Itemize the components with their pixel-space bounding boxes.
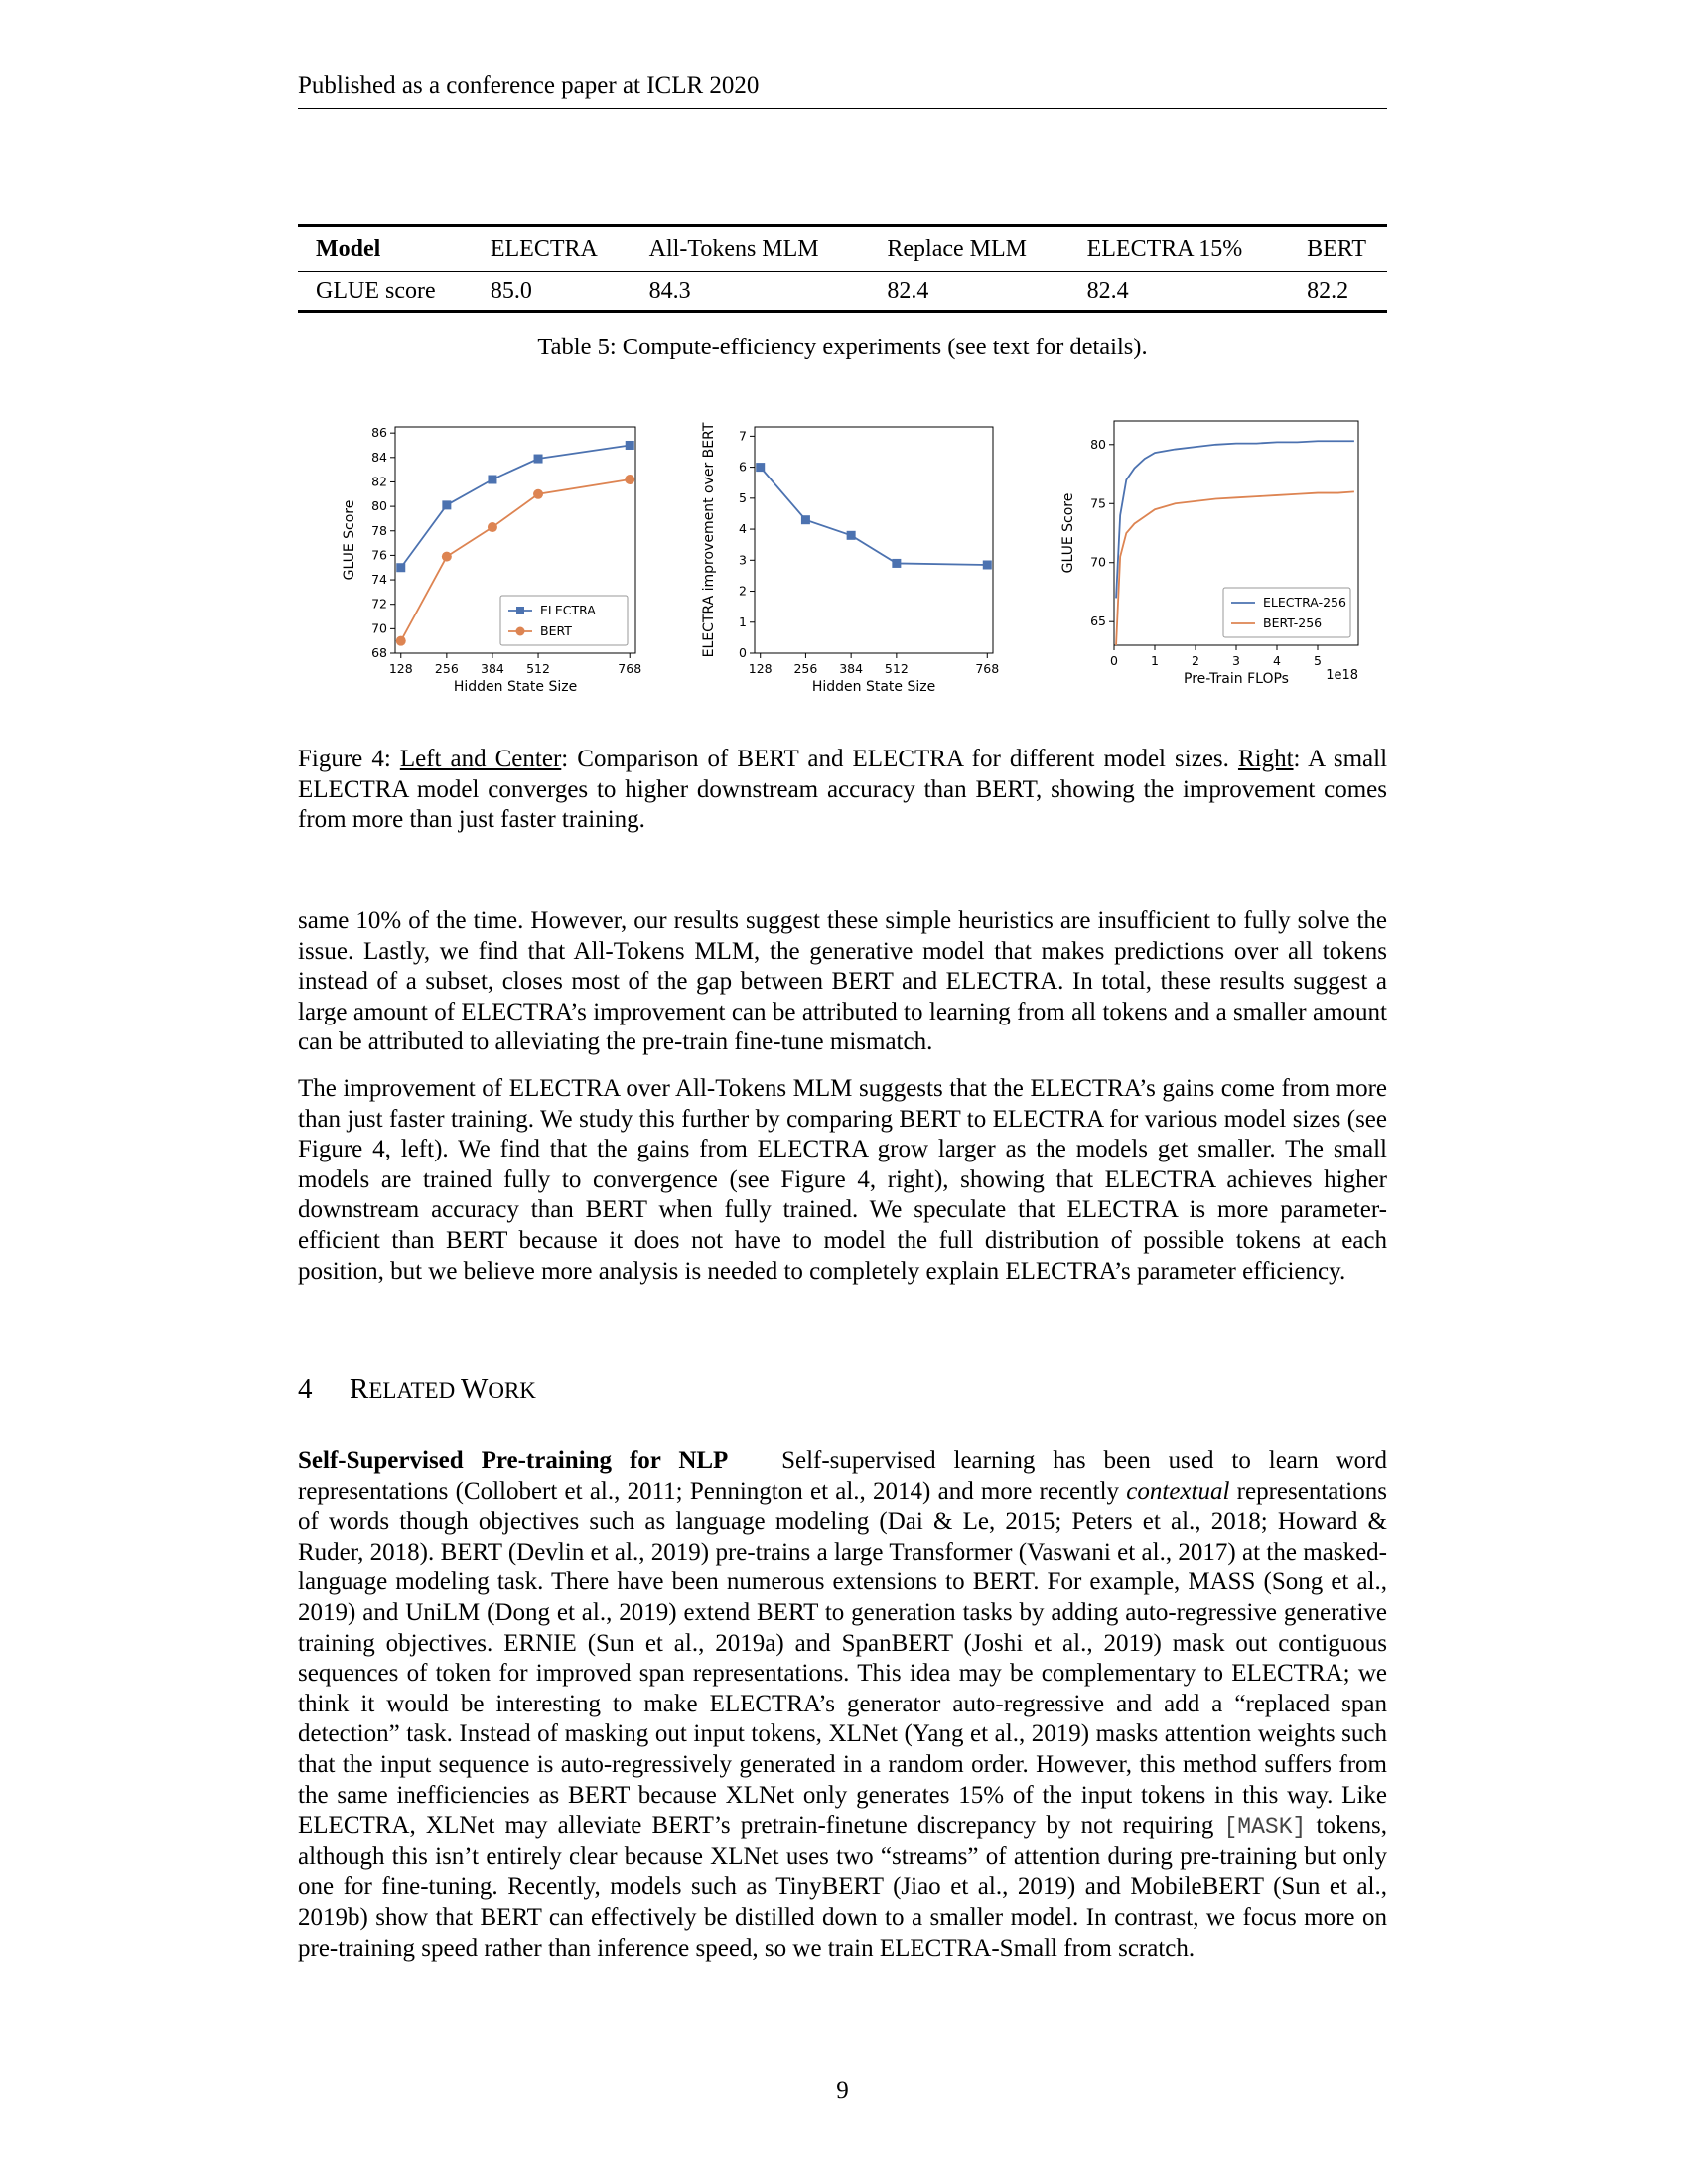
table-col-header: Replace MLM [887, 235, 1028, 262]
body-paragraph: same 10% of the time. However, our results suggest these simple heuristics are insufficient to fully solve the issue. Lastly, we find that All-Tokens MLM, the generative model that makes predictions over all tokens instead of a subset, closes most of the gap between BERT and ELECTRA. In total, these results suggest a large amount of ELECTRA’s improvement can be attributed to learning from all tokens and a smaller amount can be attributed to alleviating the pre-train fine-tune mismatch. [298, 907, 1387, 1056]
y-tick-label: 4 [739, 521, 747, 537]
chart-left [328, 397, 645, 720]
table-col-header: All-Tokens MLM [648, 235, 819, 262]
legend-marker [516, 607, 524, 614]
inline-code: [MASK] [1223, 1814, 1307, 1841]
y-tick-label: 84 [371, 449, 387, 465]
data-point [983, 560, 992, 569]
data-point [626, 441, 634, 450]
y-tick-label: 78 [371, 522, 387, 538]
caption-right: Right [1237, 746, 1294, 772]
chart-center [695, 397, 1013, 720]
legend-label: ELECTRA [540, 603, 596, 617]
y-tick-label: 0 [739, 645, 747, 660]
y-tick-label: 65 [1090, 614, 1106, 629]
x-tick-label: 0 [1110, 653, 1118, 668]
x-tick-label: 768 [618, 661, 642, 676]
x-axis-multiplier: 1e18 [1326, 668, 1358, 683]
results-table [298, 224, 1387, 313]
table-col-header: ELECTRA 15% [1086, 235, 1243, 262]
data-point [488, 475, 496, 483]
section-title-rest: ORK [488, 1378, 536, 1403]
improvement-vs-size-chart [695, 397, 1013, 715]
related-work-paragraph [298, 1446, 1387, 1964]
section-number: 4 [298, 1373, 313, 1405]
table-cell: 82.4 [1086, 277, 1129, 304]
paragraph-text: Self-supervised learning has been used to learn word representations (Collobert et al., 2011; Pennington et al., 2014) and more recently [298, 1447, 1388, 1505]
y-tick-label: 76 [371, 547, 387, 563]
x-axis-label: Pre-Train FLOPs [1184, 671, 1289, 687]
data-point [892, 559, 901, 568]
glue-vs-size-chart [328, 397, 645, 715]
y-tick-label: 80 [1090, 436, 1106, 452]
y-tick-label: 70 [371, 620, 387, 636]
x-tick-label: 384 [839, 661, 864, 676]
legend-label: BERT-256 [1263, 615, 1323, 630]
y-tick-label: 70 [1090, 554, 1106, 570]
glue-vs-flops-chart [1043, 397, 1370, 715]
caption-part2: : A small ELECTRA model converges to higher downstream accuracy than BERT, showing the improvement comes from more than just faster training. [298, 746, 1388, 833]
table-caption: Table 5: Compute-efficiency experiments (see text for details). [537, 334, 1148, 360]
caption-part1: : Comparison of BERT and ELECTRA for different model sizes. [561, 746, 1229, 772]
page-number: 9 [836, 2077, 849, 2104]
series-line [401, 445, 630, 567]
legend-marker [516, 627, 525, 636]
y-tick-label: 3 [739, 552, 747, 568]
y-tick-label: 6 [739, 459, 747, 475]
table-cell: 82.2 [1307, 277, 1349, 304]
data-point [442, 500, 451, 509]
table-header-row [298, 226, 1387, 272]
data-point [534, 455, 543, 464]
x-tick-label: 128 [748, 661, 773, 676]
table-row-label: GLUE score [316, 277, 436, 304]
y-tick-label: 68 [371, 645, 387, 660]
paragraph-text: tokens, although this isn’t entirely clear because XLNet uses two “streams” of attention during pre-training but only one for fine-tuning. Recently, models such as TinyBERT (Jiao et al., 2019) and MobileBERT (Sun et al., 2019b) show that BERT can effectively be distilled down to a smaller model. In contrast, we focus more on pre-training speed rather than inference speed, so we train ELECTRA-Small from scratch. [298, 1812, 1387, 1962]
data-point [625, 475, 634, 484]
figure-caption [298, 745, 1387, 836]
paragraph-text: representations of words though objectives such as language modeling (Dai & Le, 2015; Peters et al., 2018; Howard & Ruder, 2018). BERT (Devlin et al., 2019) pre-trains a large Transformer (Vaswani et al., 2017) at the masked-language modeling task. There have been numerous extensions to BERT. For example, MASS (Song et al., 2019) and UniLM (Dong et al., 2019) extend BERT to generation tasks by adding auto-regressive generative training objectives. ERNIE (Sun et al., 2019a) and SpanBERT (Joshi et al., 2019) mask out contiguous sequences of token for improved span representations. This idea may be complementary to ELECTRA; we think it would be interesting to make ELECTRA’s generator auto-regressive and add a “replaced span detection” task. Instead of masking out input tokens, XLNet (Yang et al., 2019) masks attention weights such that the input sequence is auto-regressively generated in a random order. However, this method suffers from the same inefficiencies as BERT because XLNet only generates 15% of the input tokens in this way. Like ELECTRA, XLNet may alleviate BERT’s pretrain-finetune discrepancy by not requiring [298, 1477, 1387, 1840]
table-cell: 82.4 [887, 277, 929, 304]
y-tick-label: 1 [739, 614, 747, 629]
x-axis-label: Hidden State Size [811, 679, 936, 695]
legend-label: ELECTRA-256 [1263, 595, 1346, 610]
x-tick-label: 512 [526, 661, 550, 676]
section-title-rest: ELATED [368, 1378, 461, 1403]
section-title-initial: R [350, 1373, 369, 1405]
section-title-initial: W [460, 1373, 489, 1405]
caption-left-center: Left and Center [399, 746, 562, 772]
table-col-header: ELECTRA [490, 235, 598, 262]
x-tick-label: 384 [481, 661, 504, 676]
y-axis-label: GLUE Score [342, 499, 357, 581]
y-tick-label: 72 [371, 596, 387, 612]
x-tick-label: 128 [388, 661, 413, 676]
y-tick-label: 7 [739, 428, 747, 444]
section-heading [298, 1373, 536, 1406]
figure-label: Figure 4: [298, 746, 391, 772]
y-tick-label: 2 [739, 583, 747, 599]
chart-right [1043, 397, 1370, 720]
data-point [801, 515, 810, 524]
data-point [442, 552, 452, 562]
y-tick-label: 82 [371, 474, 387, 489]
series-line [761, 468, 988, 565]
table-cell: 85.0 [490, 277, 532, 304]
paragraph-heading: Self-Supervised Pre-training for NLP [298, 1447, 729, 1474]
x-axis-label: Hidden State Size [453, 679, 578, 695]
table-cell: 84.3 [648, 277, 691, 304]
y-axis-label: ELECTRA improvement over BERT [701, 422, 717, 658]
table-col-header: BERT [1307, 235, 1367, 262]
x-tick-label: 256 [434, 661, 459, 676]
y-tick-label: 86 [371, 425, 387, 441]
x-tick-label: 3 [1232, 653, 1240, 668]
paragraph-emphasis: contextual [1126, 1477, 1230, 1505]
series-line [1116, 441, 1354, 598]
data-point [847, 531, 856, 540]
x-tick-label: 512 [884, 661, 909, 676]
table-row-header: Model [316, 235, 381, 262]
plot-frame [755, 427, 993, 653]
running-header: Published as a conference paper at ICLR 2020 [298, 72, 1387, 109]
y-tick-label: 80 [371, 498, 387, 514]
data-point [396, 563, 405, 572]
x-tick-label: 5 [1314, 653, 1322, 668]
y-axis-label: GLUE Score [1060, 492, 1076, 574]
data-point [488, 522, 497, 532]
data-point [756, 463, 765, 472]
table-row [298, 272, 1387, 312]
data-point [396, 636, 406, 646]
y-tick-label: 75 [1090, 495, 1106, 511]
x-tick-label: 2 [1192, 653, 1199, 668]
y-tick-label: 74 [371, 572, 387, 588]
x-tick-label: 4 [1273, 653, 1281, 668]
x-tick-label: 1 [1151, 653, 1159, 668]
x-tick-label: 768 [975, 661, 1000, 676]
y-tick-label: 5 [739, 489, 747, 505]
legend-label: BERT [540, 623, 572, 638]
x-tick-label: 256 [793, 661, 818, 676]
data-point [533, 489, 543, 499]
body-paragraph: The improvement of ELECTRA over All-Tokens MLM suggests that the ELECTRA’s gains come from more than just faster training. We study this further by comparing BERT to ELECTRA for various model sizes (see Figure 4, left). We find that the gains from ELECTRA grow larger as the models get smaller. The small models are trained fully to convergence (see Figure 4, right), showing that ELECTRA achieves higher downstream accuracy than BERT when fully trained. We speculate that ELECTRA is more parameter-efficient than BERT because it does not have to model the full distribution of possible tokens at each position, but we believe more analysis is needed to completely explain ELECTRA’s parameter efficiency. [298, 1075, 1387, 1285]
